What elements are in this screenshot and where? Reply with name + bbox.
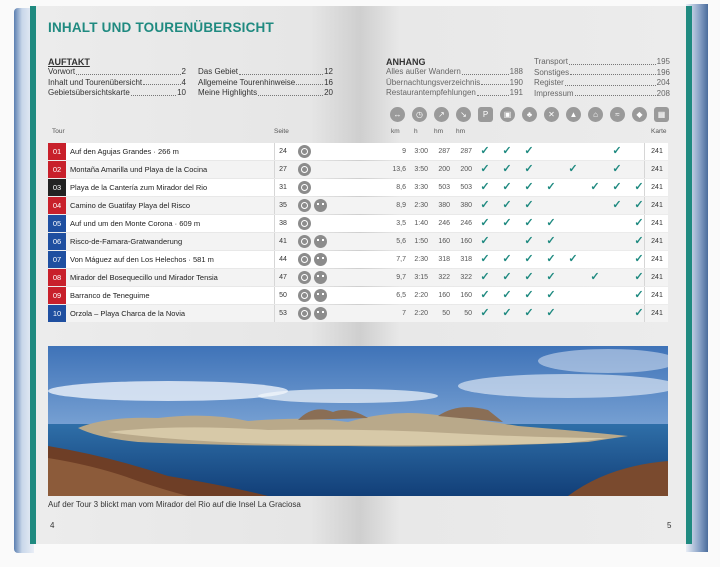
check-icon: ✓ — [480, 217, 490, 229]
table-row[interactable] — [48, 161, 668, 178]
check-icon: ✓ — [480, 307, 490, 319]
check-icon: ✓ — [634, 253, 644, 265]
page-number-left: 4 — [50, 521, 55, 530]
tour-hm-down: 322 — [460, 274, 472, 281]
tour-hm-up: 322 — [438, 274, 450, 281]
tour-hm-up: 318 — [438, 256, 450, 263]
check-icon: ✓ — [502, 307, 512, 319]
tour-map-page: 241 — [651, 310, 663, 317]
tour-name[interactable]: Camino de Guatifay Playa del Risco — [70, 201, 191, 210]
tour-number: 09 — [48, 287, 66, 304]
auftakt-list-2 — [198, 67, 333, 99]
anhang-entry[interactable] — [386, 88, 523, 99]
teal-margin-bar-left — [30, 6, 36, 544]
leader-dots — [462, 67, 509, 75]
leader-dots — [258, 88, 323, 96]
tour-page: 41 — [279, 238, 287, 245]
col-karte: Karte — [651, 128, 667, 135]
leader-dots — [239, 67, 323, 75]
photo-caption: Auf der Tour 3 blickt man vom Mirador del Rio auf die Insel La Graciosa — [48, 500, 301, 509]
anhang-entry-label: Register — [534, 78, 564, 87]
anhang-entry-page: 188 — [509, 67, 523, 76]
tour-h: 2:20 — [414, 292, 428, 299]
swim-icon: ≈ — [610, 107, 625, 122]
check-icon: ✓ — [634, 181, 644, 193]
auftakt-entry-label: Gebietsübersichtskarte — [48, 88, 130, 97]
tour-h: 3:30 — [414, 184, 428, 191]
table-row[interactable] — [48, 233, 668, 250]
table-row[interactable] — [48, 143, 668, 160]
tour-name[interactable]: Auf und um den Monte Corona · 609 m — [70, 219, 201, 228]
anhang-entry[interactable] — [386, 78, 523, 89]
check-icon: ✓ — [524, 235, 534, 247]
check-icon: ✓ — [546, 289, 556, 301]
auftakt-entry-page: 20 — [324, 88, 333, 97]
anhang-entry[interactable] — [534, 57, 670, 68]
check-icon: ✓ — [612, 181, 622, 193]
tour-map-page: 241 — [651, 274, 663, 281]
tour-km: 3,5 — [396, 220, 406, 227]
check-icon: ✓ — [480, 145, 490, 157]
auftakt-entry[interactable] — [48, 88, 186, 99]
auftakt-entry[interactable] — [198, 78, 333, 89]
tour-page: 53 — [279, 310, 287, 317]
table-row[interactable] — [48, 305, 668, 322]
check-icon: ✓ — [546, 271, 556, 283]
difficulty-icon — [298, 253, 311, 266]
check-icon: ✓ — [480, 253, 490, 265]
anhang-list-1 — [386, 67, 523, 99]
tour-name[interactable]: Mirador del Bosequecillo und Mirador Tensia — [70, 273, 218, 282]
check-icon: ✓ — [524, 217, 534, 229]
table-row[interactable] — [48, 269, 668, 286]
tour-map-page: 241 — [651, 148, 663, 155]
tour-page: 27 — [279, 166, 287, 173]
auftakt-entry-page: 16 — [324, 77, 333, 87]
kid-friendly-icon — [314, 271, 327, 284]
anhang-entry-label: Alles außer Wandern — [386, 67, 461, 76]
tour-km: 7,7 — [396, 256, 406, 263]
kid-friendly-icon — [314, 199, 327, 212]
column-divider — [644, 305, 645, 322]
tour-km: 9,7 — [396, 274, 406, 281]
check-icon: ✓ — [480, 271, 490, 283]
difficulty-icon — [298, 235, 311, 248]
tour-hm-up: 160 — [438, 292, 450, 299]
auftakt-entry-page: 2 — [181, 67, 186, 76]
anhang-entry-page: 195 — [656, 57, 670, 66]
difficulty-icon — [298, 307, 311, 320]
check-icon: ✓ — [502, 145, 512, 157]
auftakt-entry[interactable] — [48, 78, 186, 89]
tour-h: 3:00 — [414, 148, 428, 155]
tour-hm-down: 200 — [460, 166, 472, 173]
tour-map-page: 241 — [651, 292, 663, 299]
tour-hm-up: 50 — [442, 310, 450, 317]
table-row[interactable] — [48, 215, 668, 232]
anhang-entry-label: Übernachtungsverzeichnis — [386, 77, 481, 87]
tour-h: 2:30 — [414, 202, 428, 209]
tour-hm-up: 380 — [438, 202, 450, 209]
tour-h: 1:50 — [414, 238, 428, 245]
tour-h: 2:30 — [414, 256, 428, 263]
tour-map-page: 241 — [651, 238, 663, 245]
kid-friendly-icon — [314, 235, 327, 248]
column-divider — [644, 179, 645, 196]
check-icon: ✓ — [480, 181, 490, 193]
tour-name[interactable]: Auf den Agujas Grandes · 266 m — [70, 147, 179, 156]
leader-dots — [570, 68, 656, 76]
tour-hm-up: 200 — [438, 166, 450, 173]
auftakt-list-1 — [48, 67, 186, 99]
check-icon: ✓ — [612, 199, 622, 211]
difficulty-icon — [298, 289, 311, 302]
check-icon: ✓ — [524, 289, 534, 301]
auftakt-entry-label: Das Gebiet — [198, 67, 239, 76]
leader-dots — [296, 78, 323, 86]
check-icon: ✓ — [568, 253, 578, 265]
tour-name[interactable]: Montaña Amarilla und Playa de la Cocina — [70, 165, 208, 174]
check-icon: ✓ — [568, 163, 578, 175]
column-divider — [644, 269, 645, 286]
check-icon: ✓ — [590, 181, 600, 193]
auftakt-entry-label: Allgemeine Tourenhinweise — [198, 77, 296, 87]
tour-h: 1:40 — [414, 220, 428, 227]
restaurant-icon: ✕ — [544, 107, 559, 122]
panorama-photo — [48, 346, 668, 496]
tour-h: 2:20 — [414, 310, 428, 317]
check-icon: ✓ — [546, 217, 556, 229]
check-icon: ✓ — [546, 235, 556, 247]
column-divider — [644, 251, 645, 268]
leader-dots — [76, 67, 180, 75]
check-icon: ✓ — [634, 199, 644, 211]
anhang-entry[interactable] — [534, 68, 670, 79]
tour-number: 04 — [48, 197, 66, 214]
bus-icon: ▣ — [500, 107, 515, 122]
teal-margin-bar-right — [686, 6, 692, 544]
tour-hm-up: 503 — [438, 184, 450, 191]
anhang-entry-page: 190 — [509, 77, 523, 87]
check-icon: ✓ — [546, 253, 556, 265]
tour-page: 35 — [279, 202, 287, 209]
difficulty-icon — [298, 181, 311, 194]
column-divider — [644, 215, 645, 232]
car-icon: ◆ — [632, 107, 647, 122]
leader-dots — [481, 78, 508, 86]
tour-hm-down: 287 — [460, 148, 472, 155]
check-icon: ✓ — [590, 271, 600, 283]
check-icon: ✓ — [480, 163, 490, 175]
check-icon: ✓ — [502, 271, 512, 283]
tour-page: 47 — [279, 274, 287, 281]
tree-icon: ♣ — [522, 107, 537, 122]
check-icon: ✓ — [524, 163, 534, 175]
ascent-icon: ↗ — [434, 107, 449, 122]
check-icon: ✓ — [480, 289, 490, 301]
anhang-entry-page: 191 — [509, 88, 523, 97]
column-divider — [644, 161, 645, 178]
leader-dots — [569, 57, 656, 65]
tour-number: 08 — [48, 269, 66, 286]
legend-icons — [390, 107, 670, 125]
check-icon: ✓ — [634, 289, 644, 301]
page-title: INHALT UND TOURENÜBERSICHT — [48, 20, 274, 35]
tour-name[interactable]: Von Máguez auf den Los Helechos · 581 m — [70, 255, 214, 264]
tour-page: 31 — [279, 184, 287, 191]
check-icon: ✓ — [612, 163, 622, 175]
tour-name[interactable]: Orzola – Playa Charca de la Novia — [70, 309, 186, 318]
anhang-list-2 — [534, 57, 670, 99]
tour-number: 05 — [48, 215, 66, 232]
col-seite: Seite — [274, 128, 289, 135]
col-h: h — [414, 128, 418, 135]
leader-dots — [477, 88, 509, 96]
tour-table — [48, 143, 668, 323]
anhang-entry-page: 208 — [656, 88, 670, 98]
tour-hm-down: 246 — [460, 220, 472, 227]
col-tour: Tour — [52, 128, 65, 135]
check-icon: ✓ — [502, 289, 512, 301]
check-icon: ✓ — [524, 181, 534, 193]
tour-number: 10 — [48, 305, 66, 322]
km-icon: ↔ — [390, 107, 405, 122]
auftakt-entry-label: Vorwort — [48, 67, 76, 76]
column-divider — [644, 287, 645, 304]
anhang-entry-label: Impressum — [534, 88, 574, 98]
auftakt-entry[interactable] — [198, 88, 333, 99]
check-icon: ✓ — [524, 307, 534, 319]
tour-h: 3:15 — [414, 274, 428, 281]
check-icon: ✓ — [546, 181, 556, 193]
tour-hm-down: 380 — [460, 202, 472, 209]
auftakt-entry[interactable] — [48, 67, 186, 78]
clock-icon: ◷ — [412, 107, 427, 122]
museum-icon: ⌂ — [588, 107, 603, 122]
tour-hm-down: 160 — [460, 292, 472, 299]
tour-km: 6,5 — [396, 292, 406, 299]
kid-friendly-icon — [314, 289, 327, 302]
check-icon: ✓ — [502, 163, 512, 175]
anhang-heading: ANHANG — [386, 57, 426, 67]
parking-icon: P — [478, 107, 493, 122]
tour-km: 8,6 — [396, 184, 406, 191]
auftakt-entry-label: Meine Highlights — [198, 88, 258, 97]
tour-hm-up: 287 — [438, 148, 450, 155]
anhang-entry-page: 204 — [656, 78, 670, 87]
difficulty-icon — [298, 163, 311, 176]
tour-km: 7 — [402, 310, 406, 317]
check-icon: ✓ — [524, 271, 534, 283]
check-icon: ✓ — [634, 217, 644, 229]
anhang-entry-label: Sonstiges — [534, 67, 570, 77]
leader-dots — [565, 78, 656, 86]
anhang-entry-label: Restaurantempfehlungen — [386, 88, 476, 97]
tour-number: 06 — [48, 233, 66, 250]
difficulty-icon — [298, 217, 311, 230]
check-icon: ✓ — [502, 181, 512, 193]
tour-number: 07 — [48, 251, 66, 268]
difficulty-icon — [298, 271, 311, 284]
anhang-entry-label: Transport — [534, 57, 568, 66]
table-row[interactable] — [48, 251, 668, 268]
table-row[interactable] — [48, 287, 668, 304]
tour-map-page: 241 — [651, 256, 663, 263]
tour-number: 03 — [48, 179, 66, 196]
check-icon: ✓ — [546, 307, 556, 319]
difficulty-icon — [298, 199, 311, 212]
check-icon: ✓ — [524, 199, 534, 211]
auftakt-entry-page: 10 — [177, 88, 186, 97]
auftakt-heading: AUFTAKT — [48, 57, 90, 67]
anhang-entry[interactable] — [386, 67, 523, 78]
check-icon: ✓ — [524, 145, 534, 157]
tour-map-page: 241 — [651, 166, 663, 173]
column-divider — [644, 233, 645, 250]
auftakt-entry[interactable] — [198, 67, 333, 78]
check-icon: ✓ — [524, 253, 534, 265]
anhang-entry[interactable] — [534, 89, 670, 100]
check-icon: ✓ — [480, 199, 490, 211]
check-icon: ✓ — [634, 271, 644, 283]
check-icon: ✓ — [612, 145, 622, 157]
tour-hm-down: 160 — [460, 238, 472, 245]
column-divider — [644, 143, 645, 160]
tour-map-page: 241 — [651, 220, 663, 227]
leader-dots — [131, 88, 176, 96]
tour-page: 38 — [279, 220, 287, 227]
check-icon: ✓ — [634, 235, 644, 247]
check-icon: ✓ — [480, 235, 490, 247]
auftakt-entry-label: Inhalt und Tourenübersicht — [48, 77, 143, 87]
tour-map-page: 241 — [651, 202, 663, 209]
tour-hm-down: 318 — [460, 256, 472, 263]
tour-name[interactable]: Barranco de Teneguime — [70, 291, 150, 300]
descent-icon: ↘ — [456, 107, 471, 122]
tour-name[interactable]: Risco-de-Famara-Gratwanderung — [70, 237, 183, 246]
hut-icon: ▲ — [566, 107, 581, 122]
table-row[interactable] — [48, 197, 668, 214]
tour-hm-up: 160 — [438, 238, 450, 245]
tour-number: 01 — [48, 143, 66, 160]
tour-km: 5,6 — [396, 238, 406, 245]
tour-map-page: 241 — [651, 184, 663, 191]
check-icon: ✓ — [502, 199, 512, 211]
tour-page: 50 — [279, 292, 287, 299]
col-hm-down: hm — [456, 128, 466, 135]
tour-page: 44 — [279, 256, 287, 263]
check-icon: ✓ — [502, 217, 512, 229]
anhang-entry[interactable] — [534, 78, 670, 89]
tour-hm-down: 503 — [460, 184, 472, 191]
auftakt-entry-page: 12 — [324, 67, 333, 76]
auftakt-entry-page: 4 — [181, 77, 186, 87]
tour-number: 02 — [48, 161, 66, 178]
tour-km: 9 — [402, 148, 406, 155]
col-km: km — [391, 128, 400, 135]
page-number-right: 5 — [667, 521, 672, 530]
tour-h: 3:50 — [414, 166, 428, 173]
check-icon: ✓ — [634, 307, 644, 319]
leader-dots — [143, 78, 180, 86]
tour-km: 13,6 — [392, 166, 406, 173]
column-divider — [644, 197, 645, 214]
leader-dots — [575, 89, 656, 97]
tour-hm-down: 50 — [464, 310, 472, 317]
anhang-entry-page: 196 — [656, 67, 670, 77]
tour-km: 8,9 — [396, 202, 406, 209]
tour-hm-up: 246 — [438, 220, 450, 227]
tour-name[interactable]: Playa de la Cantería zum Mirador del Rio — [70, 183, 208, 192]
tour-page: 24 — [279, 148, 287, 155]
map-icon: ▦ — [654, 107, 669, 122]
kid-friendly-icon — [314, 253, 327, 266]
col-hm-up: hm — [434, 128, 444, 135]
kid-friendly-icon — [314, 307, 327, 320]
check-icon: ✓ — [502, 253, 512, 265]
table-row[interactable] — [48, 179, 668, 196]
difficulty-icon — [298, 145, 311, 158]
